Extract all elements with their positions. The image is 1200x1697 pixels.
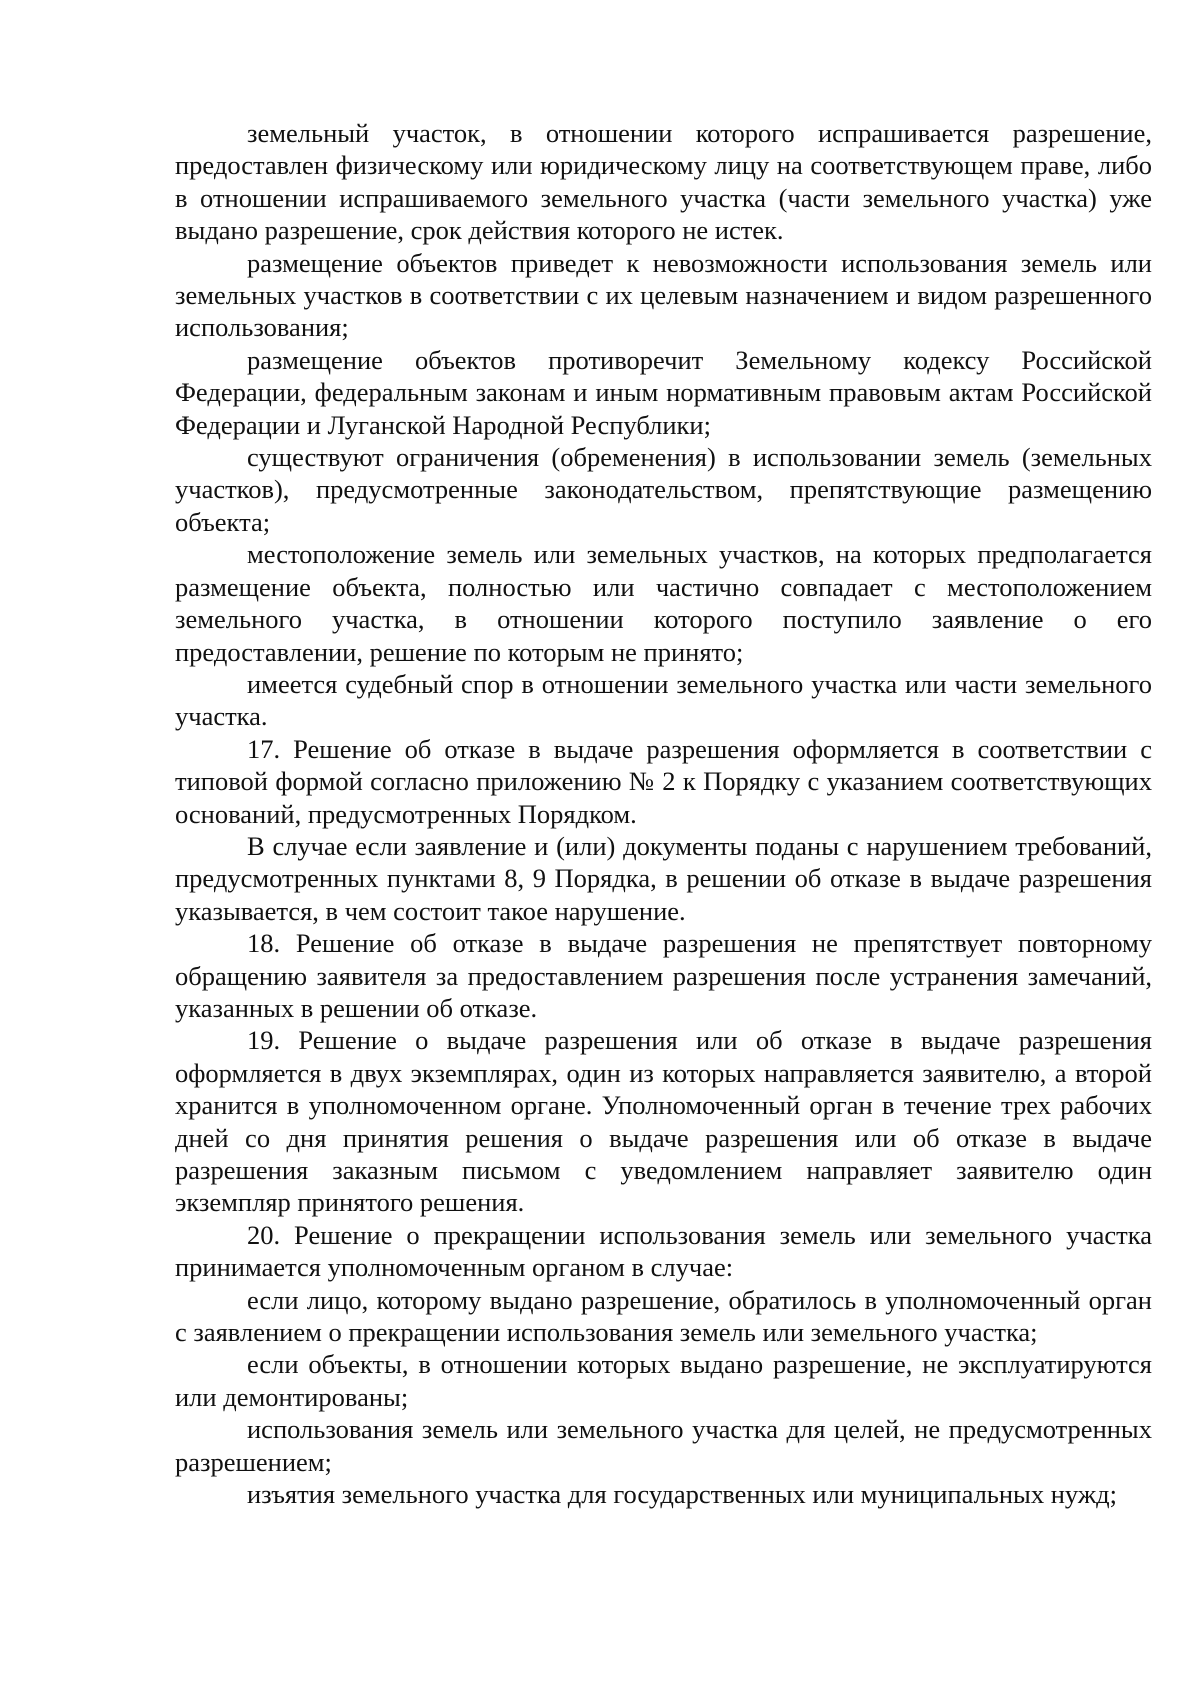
- paragraph-item-20-seizure: изъятия земельного участка для государственных или муниципальных нужд;: [247, 1479, 1117, 1510]
- paragraph-item-20-other-purposes: использования земель или земельного участка для целей, не предусмотренных разрешением;: [175, 1414, 1152, 1477]
- paragraph-item-19: 19. Решение о выдаче разрешения или об отказе в выдаче разрешения оформляется в двух экземплярах, один из которых направляется заявителю, а второй хранится в уполномоченном органе. Уполномоченный орган в течение трех рабочих дней со дня принятия решения о выдаче разрешения или об отказе в выдаче разрешения заказным письмом с уведомлением направляет заявителю один экземпляр принятого решения.: [175, 1025, 1152, 1218]
- paragraph-contradicts-law: размещение объектов противоречит Земельному кодексу Российской Федерации, федеральным законам и иным нормативным правовым актам Российской Федерации и Луганской Народной Республики;: [175, 344, 1152, 440]
- paragraph-court-dispute: имеется судебный спор в отношении земельного участка или части земельного участка.: [175, 668, 1152, 732]
- paragraph-item-20: 20. Решение о прекращении использования земель или земельного участка принимается уполномоченным органом в случае:: [175, 1219, 1152, 1283]
- document-page: [175, 117, 1152, 1510]
- paragraph-item-20-applicant-request: если лицо, которому выдано разрешение, обратилось в уполномоченный орган с заявлением о прекращении использования земель или земельного участка;: [175, 1284, 1152, 1348]
- paragraph-item-17-violation: В случае если заявление и (или) документы поданы с нарушением требований, предусмотренных пунктами 8, 9 Порядка, в решении об отказе в выдаче разрешения указывается, в чем состоит такое нарушение.: [175, 830, 1152, 926]
- paragraph-item-20-not-operated: если объекты, в отношении которых выдано разрешение, не эксплуатируются или демонтированы;: [175, 1349, 1152, 1412]
- paragraph-item-17: 17. Решение об отказе в выдаче разрешения оформляется в соответствии с типовой формой согласно приложению № 2 к Порядку с указанием соответствующих оснований, предусмотренных Порядком.: [175, 733, 1152, 829]
- paragraph-restrictions: существуют ограничения (обременения) в использовании земель (земельных участков), предусмотренные законодательством, препятствующие размещению объекта;: [175, 442, 1152, 537]
- paragraph-permit-already-granted: земельный участок, в отношении которого испрашивается разрешение, предоставлен физическому или юридическому лицу на соответствующем праве, либо в отношении испрашиваемого земельного участка (части земельного участка) уже выдано разрешение, срок действия которого не истек.: [175, 118, 1152, 246]
- paragraph-item-18: 18. Решение об отказе в выдаче разрешения не препятствует повторному обращению заявителя за предоставлением разрешения после устранения замечаний, указанных в решении об отказе.: [175, 928, 1152, 1023]
- paragraph-location-overlap: местоположение земель или земельных участков, на которых предполагается размещение объекта, полностью или частично совпадает с местоположением земельного участка, в отношении которого поступило заявление о его предоставлении, решение по которым не принято;: [175, 539, 1152, 667]
- paragraph-impossible-use: размещение объектов приведет к невозможности использования земель или земельных участков в соответствии с их целевым назначением и видом разрешенного использования;: [175, 247, 1152, 343]
